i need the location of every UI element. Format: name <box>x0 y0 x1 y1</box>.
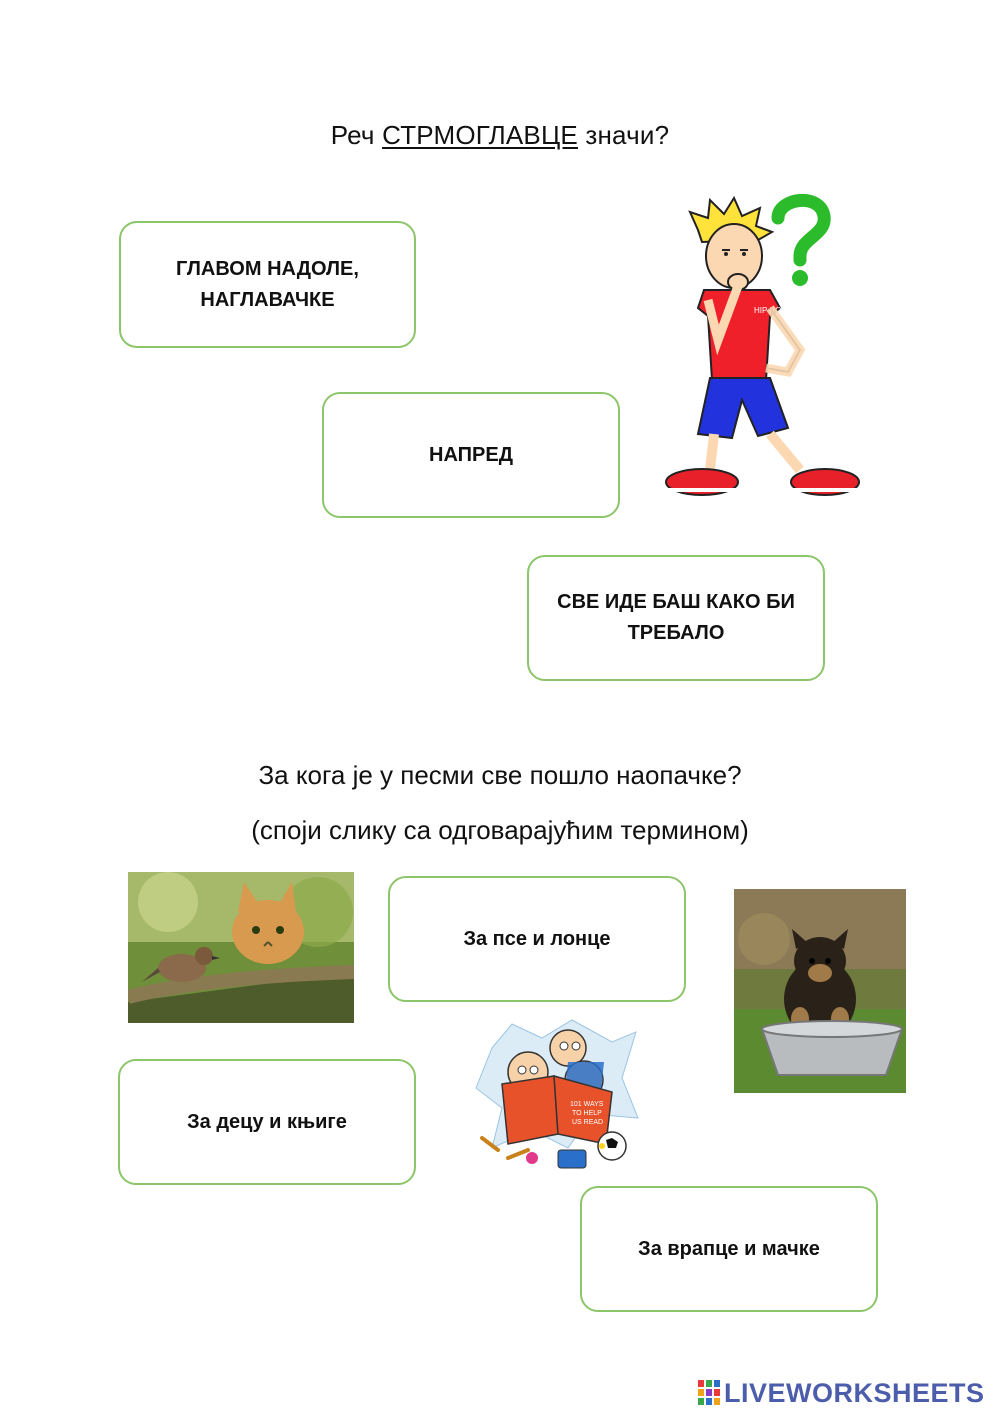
answer-text: НАПРЕД <box>429 443 513 466</box>
answer-text-line: НАГЛАВАЧКЕ <box>200 288 335 311</box>
question-2: За кога је у песми све пошло наопачке? <box>258 760 742 790</box>
question-1-word: СТРМОГЛАВЦЕ <box>382 120 578 150</box>
answer-text-line: ГЛАВОМ НАДОЛЕ, <box>176 257 359 280</box>
answer-box-sparrows-cats[interactable] <box>580 1186 878 1312</box>
question-mark-icon <box>778 200 824 286</box>
answer-box-dogs-pots[interactable] <box>388 876 686 1002</box>
answer-box-all-good[interactable] <box>527 555 825 681</box>
liveworksheets-logo-icon <box>698 1380 720 1406</box>
liveworksheets-logo <box>698 1377 985 1409</box>
answer-text: За врапце и мачке <box>638 1237 820 1260</box>
question-1-suffix: значи? <box>577 120 670 150</box>
answer-text-line: СВЕ ИДЕ БАШ КАКО БИ <box>557 591 795 613</box>
book-text-3: US READ <box>572 1119 604 1126</box>
thinking-boy-illustration <box>660 190 870 505</box>
answer-box-kids-books[interactable] <box>118 1059 416 1185</box>
liveworksheets-brand-name: LIVEWORKSHEETS <box>724 1377 985 1408</box>
question-1 <box>0 120 1000 151</box>
question-1-prefix: Реч <box>330 120 383 150</box>
instruction: (споји слику са одговарајућим термином) <box>251 815 749 845</box>
answer-box-headfirst[interactable] <box>119 221 416 348</box>
puppy-in-bowl-photo[interactable] <box>734 889 906 1093</box>
book-text-1: 101 WAYS <box>570 1101 604 1108</box>
answer-box-forward[interactable] <box>322 392 620 518</box>
kids-reading-book-illustration[interactable] <box>472 1018 640 1178</box>
book-text-2: TO HELP <box>572 1110 602 1117</box>
answer-text-line: ТРЕБАЛО <box>627 622 725 644</box>
answer-text: За децу и књиге <box>187 1110 347 1133</box>
bird-and-cat-photo[interactable] <box>128 872 354 1023</box>
shirt-text: HIP HOP <box>754 306 787 315</box>
answer-text: За псе и лонце <box>463 927 611 950</box>
